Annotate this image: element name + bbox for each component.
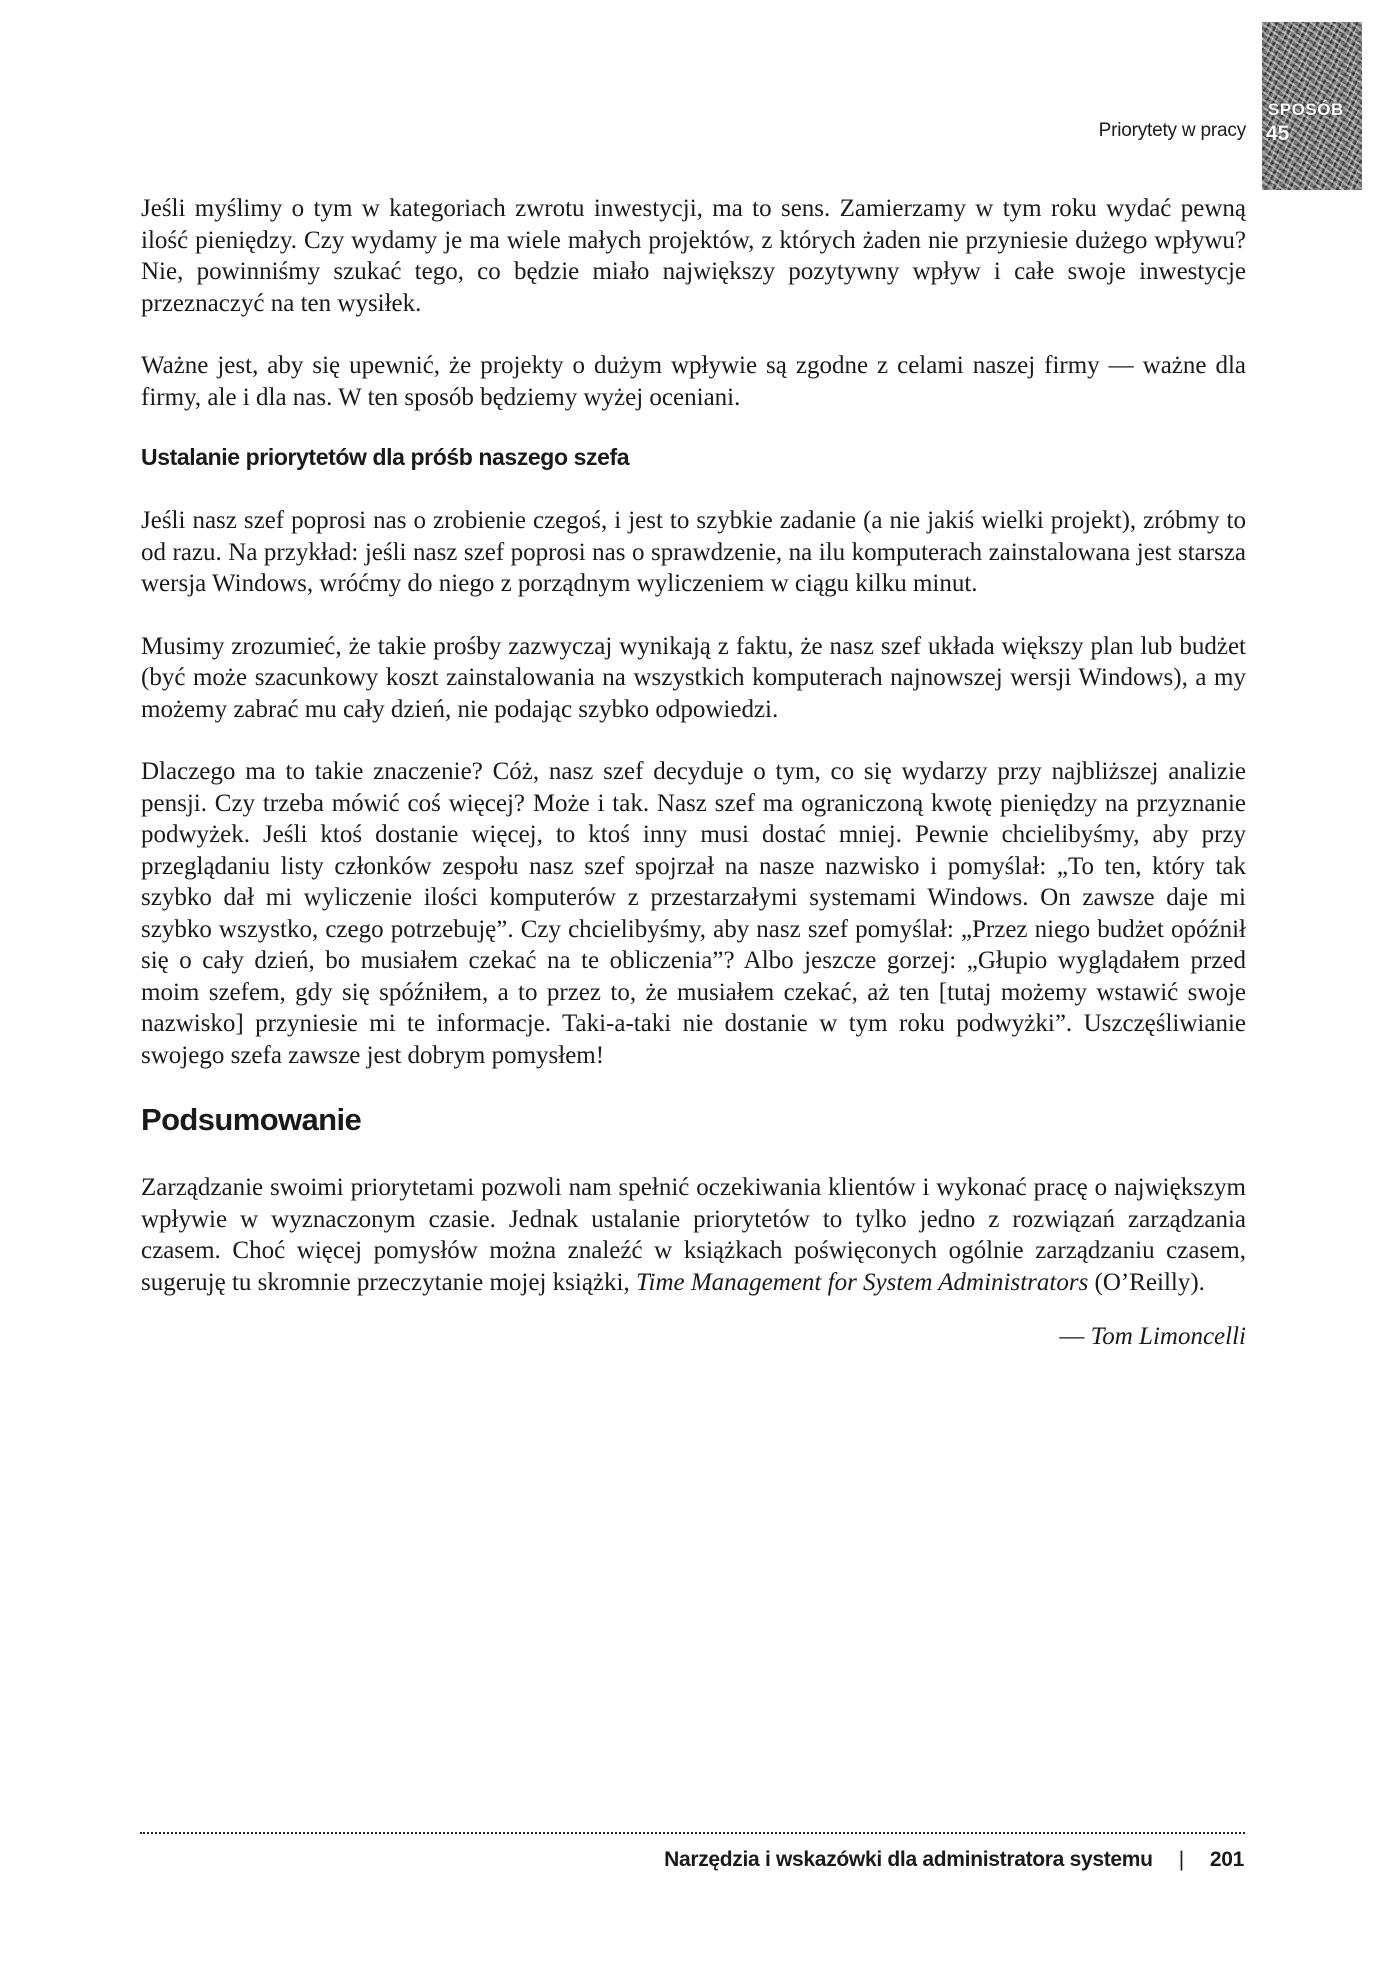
badge-label: SPOSÓB	[1268, 100, 1344, 119]
book-title-italic: Time Management for System Administrators	[635, 1268, 1089, 1296]
page-number: 201	[1209, 1848, 1244, 1871]
subsection-heading: Ustalanie priorytetów dla próśb naszego szefa	[141, 444, 630, 470]
hack-badge	[1262, 22, 1362, 190]
author-name: Tom Limoncelli	[1090, 1323, 1246, 1350]
paragraph: Dlaczego ma to takie znaczenie? Cóż, nasz szef decyduje o tym, co się wydarzy przy najbliższej analizie pensji. Czy trzeba mówić coś więcej? Może i tak. Nasz szef ma ograniczoną kwotę pieniędzy na przyznanie podwyżek. Jeśli ktoś dostanie więcej, to ktoś inny musi dostać mniej. Pewnie chcielibyśmy, aby przy przeglądaniu listy członków zespołu nasz szef spojrzał na nasze nazwisko i pomyślał: „To ten, który tak szybko dał mi wyliczenie ilości komputerów z przestarzałymi systemami Windows. On zawsze daje mi szybko wszystko, czego potrzebuję”. Czy chcielibyśmy, aby nasz szef pomyślał: „Przez niego budżet opóźnił się o cały dzień, bo musiałem czekać na te obliczenia”? Albo jeszcze gorzej: „Głupio wyglądałem przed moim szefem, gdy się spóźniłem, a to przez to, że musiałem czekać, aż ten [tutaj możemy wstawić swoje nazwisko] przyniesie mi te informacje. Taki-a-taki nie dostanie w tym roku podwyżki”. Uszczęśliwianie swojego szefa zawsze jest dobrym pomysłem!	[141, 758, 1246, 1069]
section-heading: Podsumowanie	[141, 1102, 362, 1137]
footer-book-title: Narzędzia i wskazówki dla administratora systemu	[664, 1848, 1153, 1871]
page-footer	[664, 1848, 1244, 1872]
author-signature	[141, 1323, 1246, 1351]
paragraph-text: Zarządzanie swoimi priorytetami pozwoli nam spełnić oczekiwania klientów i wykonać pracę o największym wpływie w wyznaczonym czasie. Jednak ustalanie priorytetów to tylko jedno z rozwiązań zarządzania czasem. Choć więcej pomysłów można znaleźć w książkach poświęconych ogólnie zarządzaniu czasem, sugeruję tu skromnie przeczytanie mojej książki,	[141, 1174, 1246, 1296]
paragraph-text: (O’Reilly).	[1088, 1268, 1205, 1296]
paragraph: Musimy zrozumieć, że takie prośby zazwyczaj wynikają z faktu, że nasz szef układa większy plan lub budżet (być może szacunkowy koszt zainstalowania na wszystkich komputerach najnowszej wersji Windows), a my możemy zabrać mu cały dzień, nie podając szybko odpowiedzi.	[141, 632, 1246, 723]
paragraph: Jeśli nasz szef poprosi nas o zrobienie czegoś, i jest to szybkie zadanie (a nie jakiś wielki projekt), zróbmy to od razu. Na przykład: jeśli nasz szef poprosi nas o sprawdzenie, na ilu komputerach zainstalowana jest starsza wersja Windows, wróćmy do niego z porządnym wyliczeniem w ciągu kilku minut.	[141, 507, 1246, 597]
paragraph: Jeśli myślimy o tym w kategoriach zwrotu inwestycji, ma to sens. Zamierzamy w tym roku wydać pewną ilość pieniędzy. Czy wydamy je ma wiele małych projektów, z których żaden nie przyniesie dużego wpływu? Nie, powinniśmy szukać tego, co będzie miało największy pozytywny wpływ i całe swoje inwestycje przeznaczyć na ten wysiłek.	[141, 195, 1246, 317]
footer-separator: |	[1178, 1848, 1184, 1871]
paragraph	[141, 1172, 1246, 1298]
paragraph: Ważne jest, aby się upewnić, że projekty o dużym wpływie są zgodne z celami naszej firmy — ważne dla firmy, ale i dla nas. W ten sposób będziemy wyżej oceniani.	[141, 352, 1246, 411]
running-header: Priorytety w pracy	[1098, 120, 1246, 141]
footer-divider	[140, 1832, 1245, 1834]
badge-number: 45	[1266, 122, 1290, 145]
signature-dash: —	[1059, 1323, 1091, 1350]
page-body	[141, 193, 1246, 1351]
